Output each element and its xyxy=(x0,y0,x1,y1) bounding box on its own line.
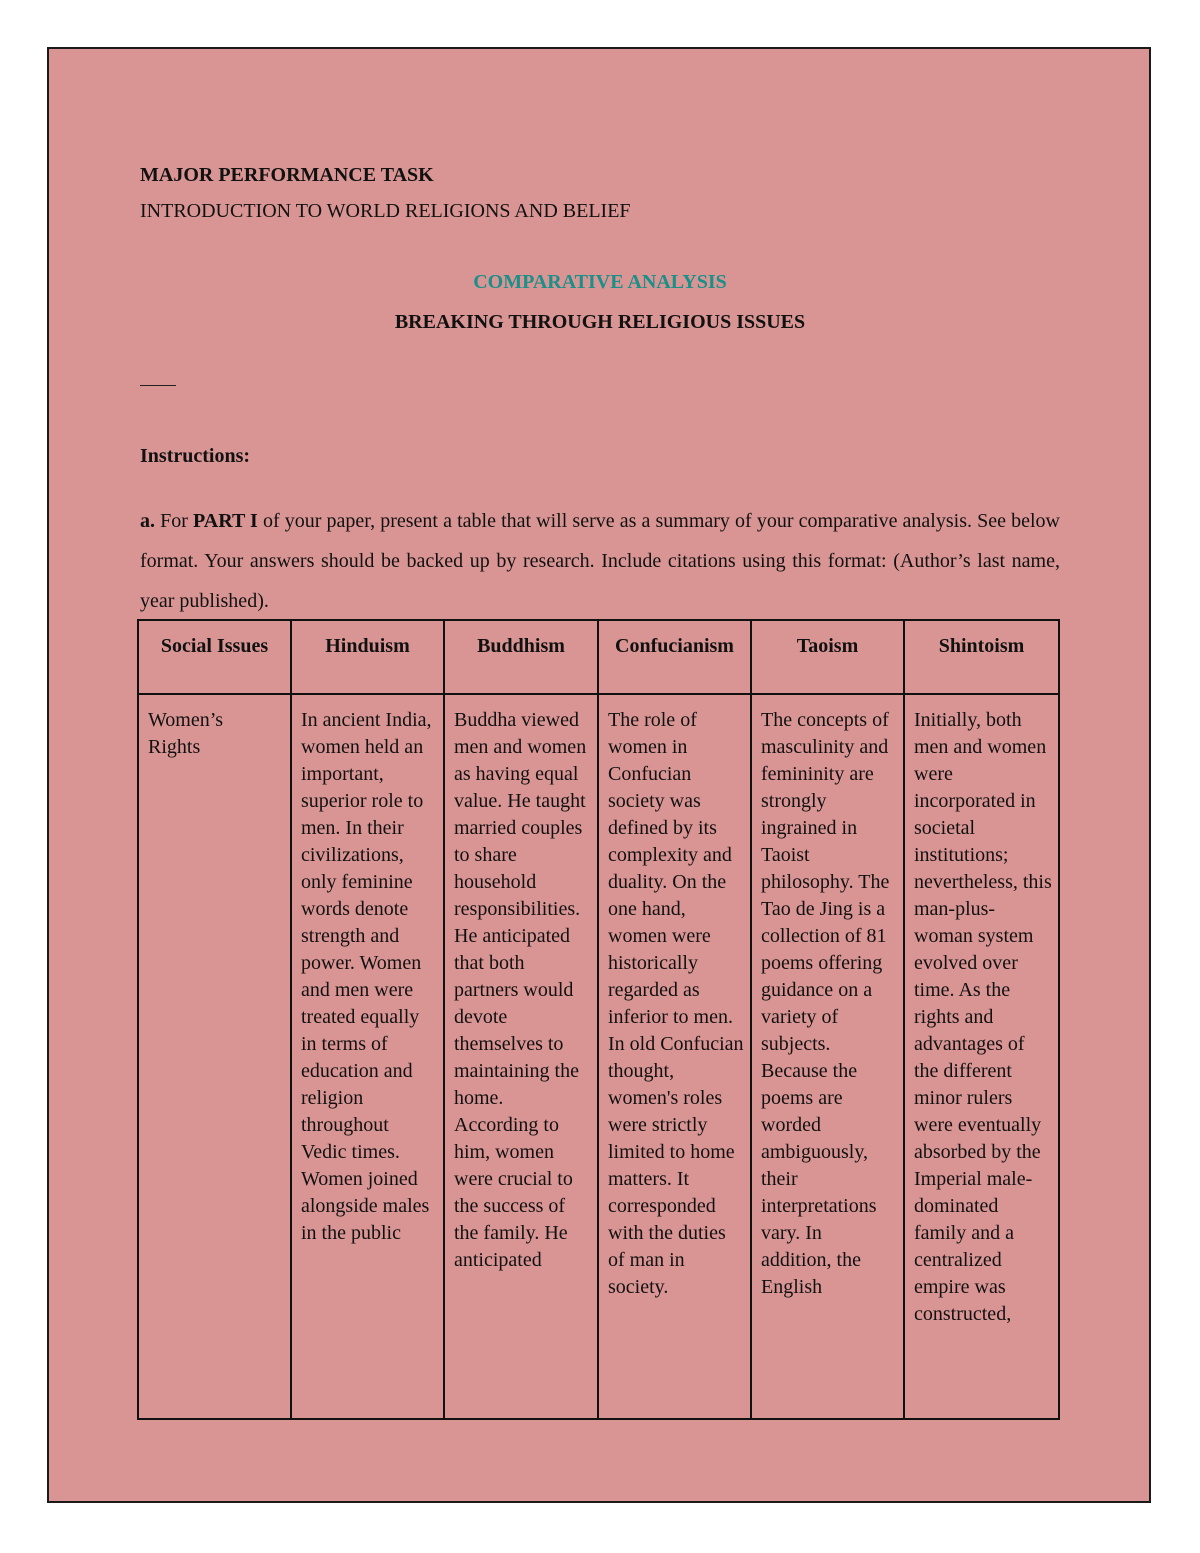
table-cell-shintoism xyxy=(904,694,1059,1419)
taoism-text: The concepts of masculinity and femininity are strongly ingrained in Taoist philosophy. The Tao de Jing is a collection of 81 poems offering guidance on a variety of subjects. Because the poems are worded ambiguously, their interpretations vary. In addition, the English xyxy=(761,709,890,1298)
hinduism-text: In ancient India, women held an important, superior role to men. In their civilizations, only feminine words denote strength and power. Women and men were treated equally in terms of education and religion throughout Vedic times. Women joined alongside males in the public xyxy=(301,709,432,1244)
column-header-shintoism: Shintoism xyxy=(904,620,1059,694)
instruction-text-part1: For xyxy=(155,510,194,532)
column-header-hinduism: Hinduism xyxy=(291,620,444,694)
column-header-buddhism: Buddhism xyxy=(444,620,598,694)
course-title: INTRODUCTION TO WORLD RELIGIONS AND BELIEF xyxy=(140,200,631,222)
section-heading: COMPARATIVE ANALYSIS xyxy=(473,271,727,293)
buddhism-text: Buddha viewed men and women as having equal value. He taught married couples to share household responsibilities. He anticipated that both partners would devote themselves to maintaining the home. According to him, women were crucial to the success of the family. He anticipated xyxy=(454,709,587,1271)
page-content xyxy=(140,163,1060,621)
confucianism-text: The role of women in Confucian society was defined by its complexity and duality. On the one hand, women were historically regarded as inferior to men. In old Confucian thought, women's roles were strictly limited to home matters. It corresponded with the duties of man in society. xyxy=(608,709,744,1298)
shintoism-text: Initially, both men and women were incorporated in societal institutions; nevertheless, this man-plus-woman system evolved over time. As the rights and advantages of the different minor rulers were eventually absorbed by the Imperial male-dominated family and a centralized empire was constructed, xyxy=(914,709,1052,1325)
column-header-social-issues: Social Issues xyxy=(138,620,291,694)
sub-heading: BREAKING THROUGH RELIGIOUS ISSUES xyxy=(394,311,806,333)
instruction-bold-part: PART I xyxy=(193,510,258,532)
table-cell-taoism xyxy=(751,694,904,1419)
column-header-taoism: Taoism xyxy=(751,620,904,694)
instructions-label: Instructions: xyxy=(140,445,251,467)
table-cell-buddhism xyxy=(444,694,598,1419)
comparison-table xyxy=(137,619,1060,1420)
divider-rule xyxy=(140,385,176,386)
table-cell-hinduism xyxy=(291,694,444,1419)
instruction-paragraph xyxy=(140,501,1060,621)
instruction-text-part2: of your paper, present a table that will serve as a summary of your comparative analysis. See below format. Your answers should be backed up by research. Include citations using this format: (Author’s last name, year published). xyxy=(140,510,1060,612)
table-cell-issue xyxy=(138,694,291,1419)
table-header-row xyxy=(138,620,1059,694)
issue-text: Women’s Rights xyxy=(148,709,224,758)
table-cell-confucianism xyxy=(598,694,751,1419)
task-title: MAJOR PERFORMANCE TASK xyxy=(140,164,434,186)
column-header-confucianism: Confucianism xyxy=(598,620,751,694)
instruction-marker: a. xyxy=(140,510,155,532)
table-row xyxy=(138,694,1059,1419)
